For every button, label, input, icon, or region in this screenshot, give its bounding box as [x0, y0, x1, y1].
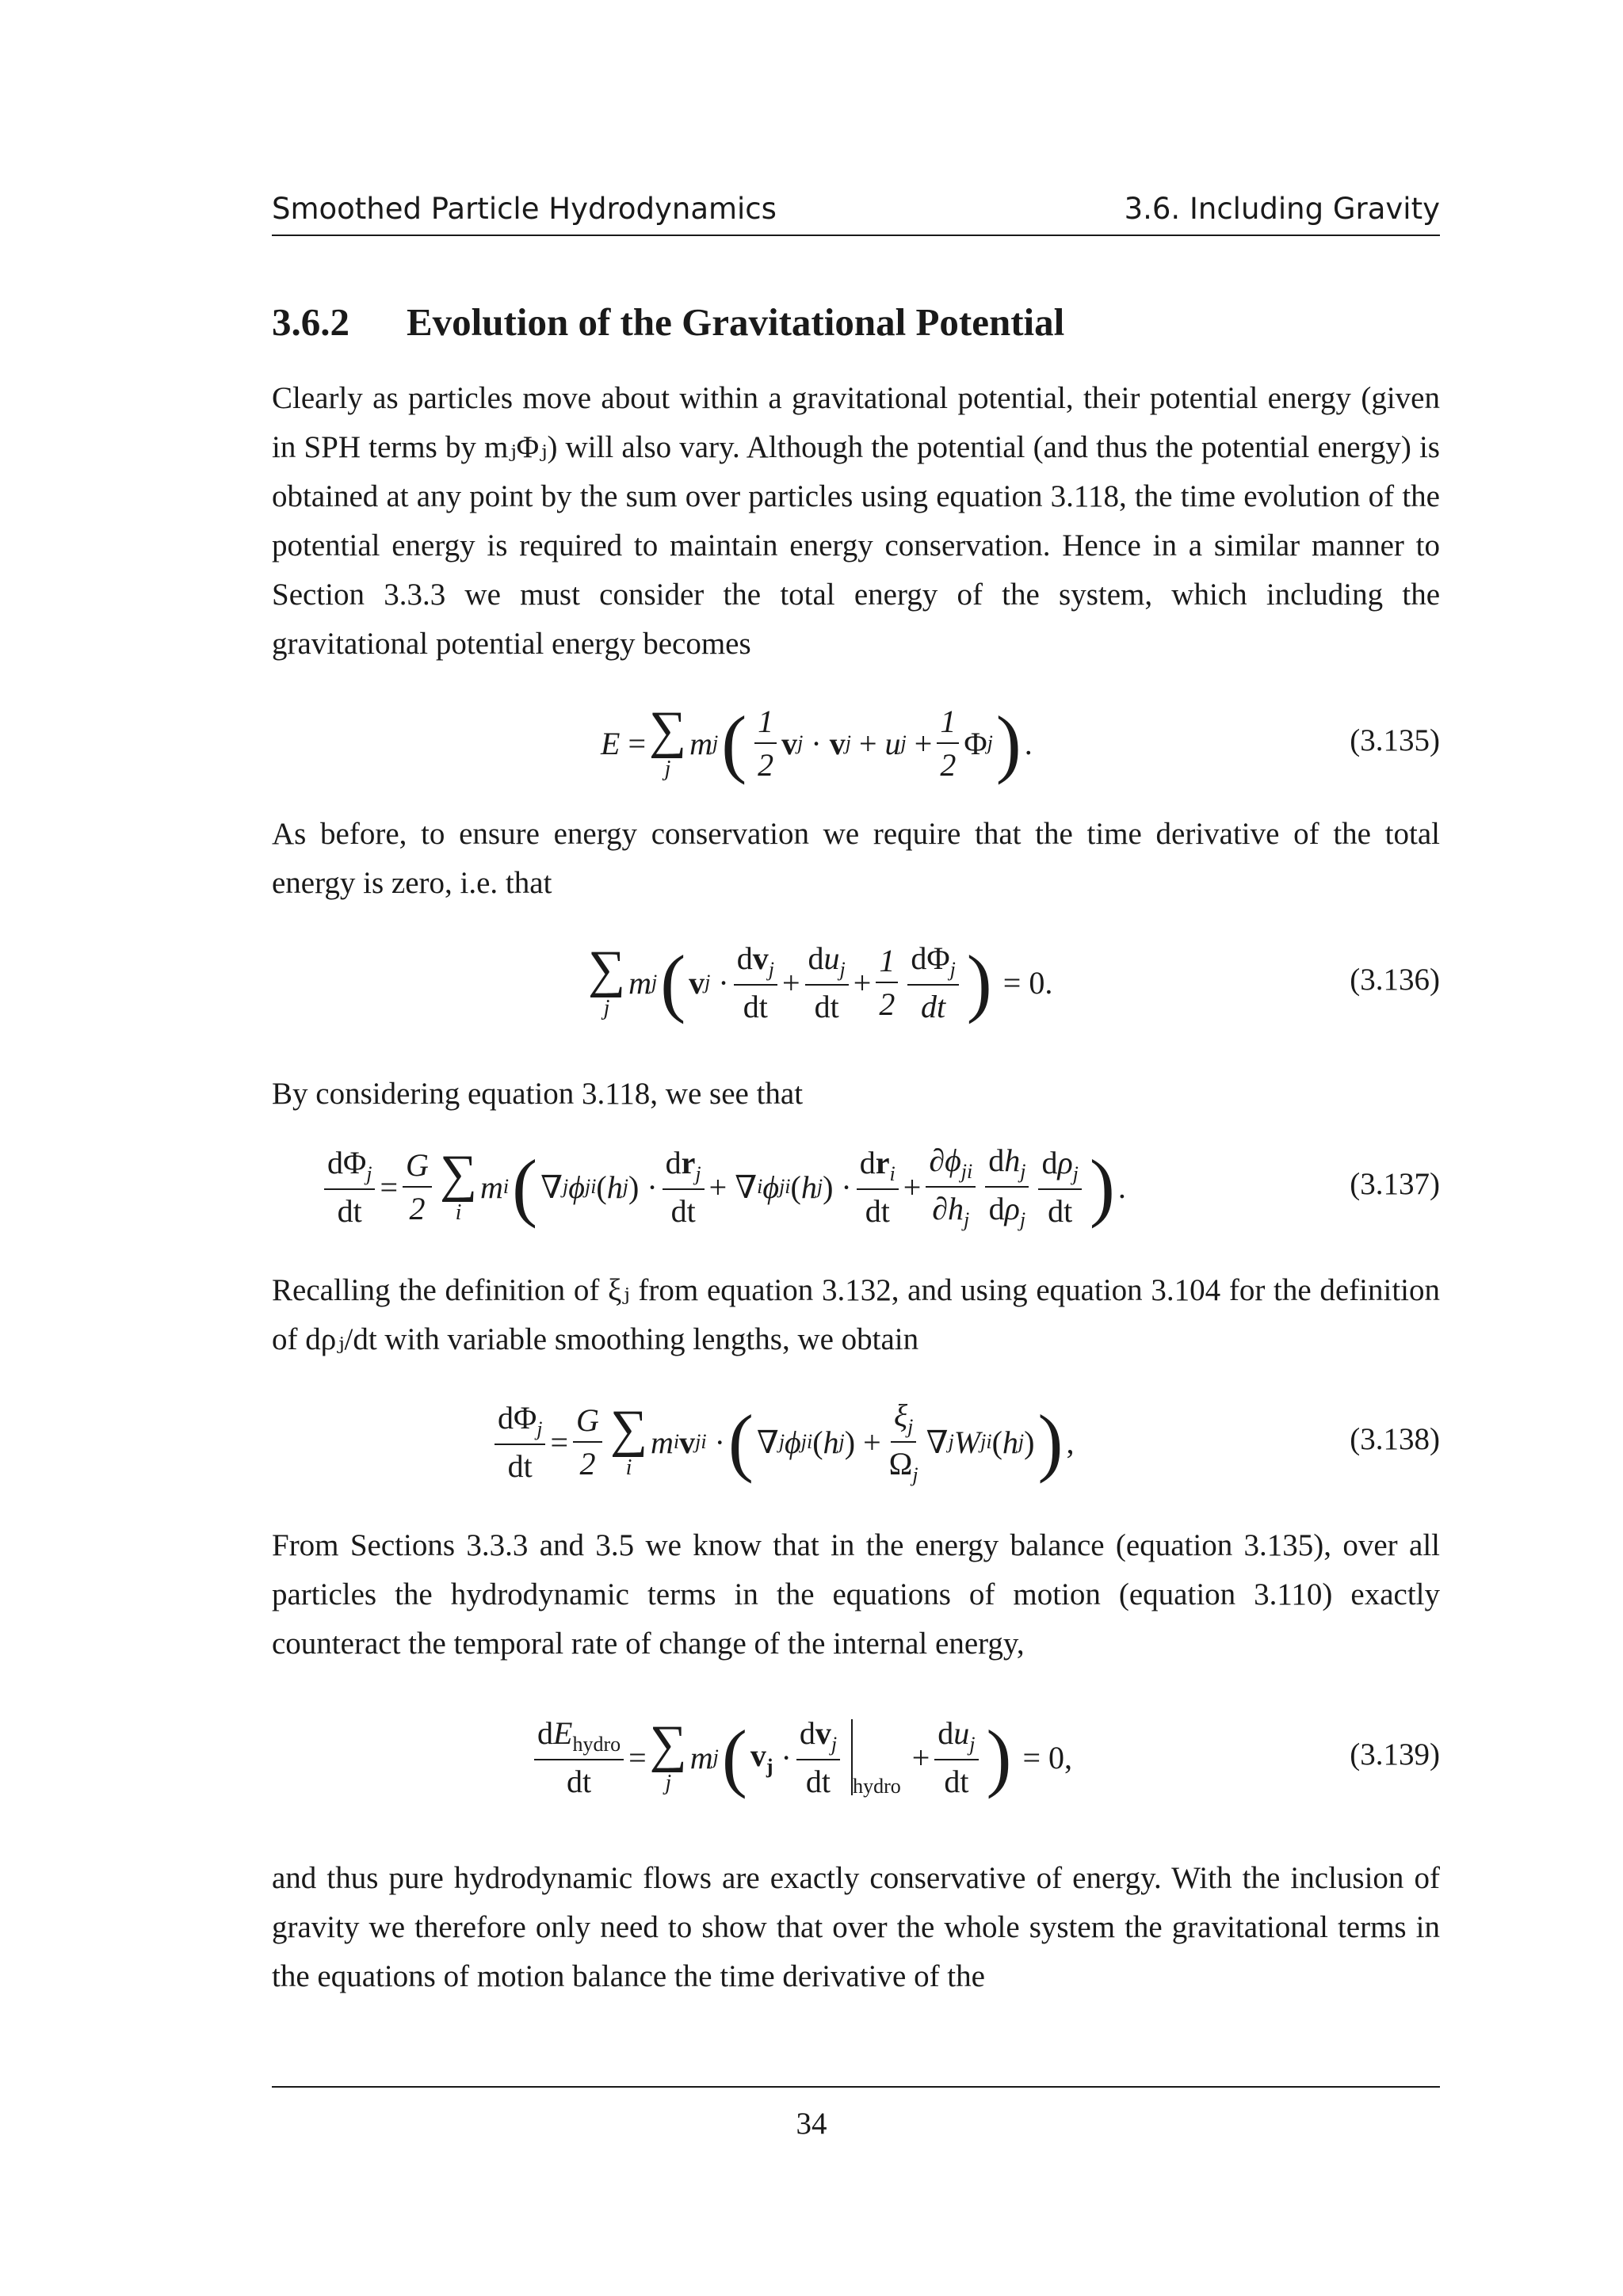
equation-number-3-135: (3.135)	[1350, 723, 1440, 757]
equation-3-138	[272, 1386, 1440, 1497]
equation-3-136	[272, 927, 1440, 1038]
running-header	[272, 189, 1440, 233]
header-rule	[272, 235, 1440, 236]
paragraph-3: By considering equation 3.118, we see that	[272, 1077, 804, 1111]
paragraph-1: Clearly as particles move about within a gravitational potential, their potential energy (given in SPH terms by mⱼΦⱼ) will also vary. Although the potential (and thus the potential energy) is obtained at any point by the sum over particles using equation 3.118, the time evolution of the potential energy is required to maintain energy conservation. Hence in a similar manner to Section 3.3.3 we must consider the total energy of the system, which including the gravitational potential energy becomes	[272, 381, 1440, 661]
section-heading	[272, 299, 1064, 345]
section-title: Evolution of the Gravitational Potential	[407, 300, 1065, 344]
header-book-title: Smoothed Particle Hydrodynamics	[272, 192, 777, 226]
header-section: 3.6. Including Gravity	[1124, 192, 1440, 226]
equation-number-3-139: (3.139)	[1350, 1737, 1440, 1772]
equation-3-139-formula: $\frac{dE_{hydro}}{dt}$ = ∑ j m j ( $v_j$ · $\frac{dv_j}{dt}$ $_{hydro}$ + $\frac{du_j}{dt}$ ) = 0,	[529, 1702, 1072, 1813]
paragraph-2: As before, to ensure energy conservation we require that the time derivative of the total energy is zero, i.e. that	[272, 817, 1440, 900]
equation-3-135-formula: E = ∑ j m j ( $\frac{1}{2}$ v j · v j + u j + $\frac{1}{2}$ Φ j ) .	[601, 700, 1033, 785]
equation-number-3-136: (3.136)	[1350, 963, 1440, 997]
equation-3-136-formula: ∑ j m j ( v j · $\frac{dv_j}{dt}$ + $\frac{du_j}{dt}$ + $\frac{1}{2}$ $\frac{d\Phi_j}{dt}$ ) = 0.	[588, 940, 1053, 1024]
equation-3-138-formula: $\frac{d\Phi_j}{dt}$ = $\frac{G}{2}$ ∑ i m i v ji · ( ∇ j ϕ ji ( h j ) + $\frac{\xi_j}{\Omega_j}$ ∇ j W ji ( h j ) ) ,	[490, 1386, 1074, 1497]
equation-number-3-137: (3.137)	[1350, 1167, 1440, 1201]
equation-3-139	[272, 1702, 1440, 1813]
paragraph-4: Recalling the definition of ξⱼ from equation 3.132, and using equation 3.104 for the definition of dρⱼ/dt with variable smoothing lengths, we obtain	[272, 1273, 1440, 1356]
paragraph-5: From Sections 3.3.3 and 3.5 we know that in the energy balance (equation 3.135), over all particles the hydrodynamic terms in the equations of motion (equation 3.110) exactly counteract the temporal rate of change of the internal energy,	[272, 1528, 1440, 1661]
equation-3-135	[272, 688, 1440, 799]
equation-number-3-138: (3.138)	[1350, 1422, 1440, 1456]
paragraph-6: and thus pure hydrodynamic flows are exactly conservative of energy. With the inclusion of gravity we therefore only need to show that over the whole system the gravitational terms in the equations of motion balance the time derivative of the	[272, 1861, 1440, 1993]
section-number: 3.6.2	[272, 300, 349, 344]
footer-rule	[272, 2086, 1440, 2088]
equation-3-137-formula: $\frac{d\Phi_j}{dt}$ = $\frac{G}{2}$ ∑ i m i ( ∇ j ϕ ji ( h j ) · $\frac{dr_j}{dt}$ + ∇ i ϕ ji ( h j ) · $\frac{dr_i}{dt}$ + $\frac{\partial\phi_{ji}}{\partial h_j}$ $\frac{dh_j}{d\rho_j}$ $\frac{d\rho_j}{dt}$ ) .	[319, 1131, 1126, 1242]
equation-3-137	[272, 1131, 1440, 1242]
page-number: 34	[796, 2107, 827, 2141]
